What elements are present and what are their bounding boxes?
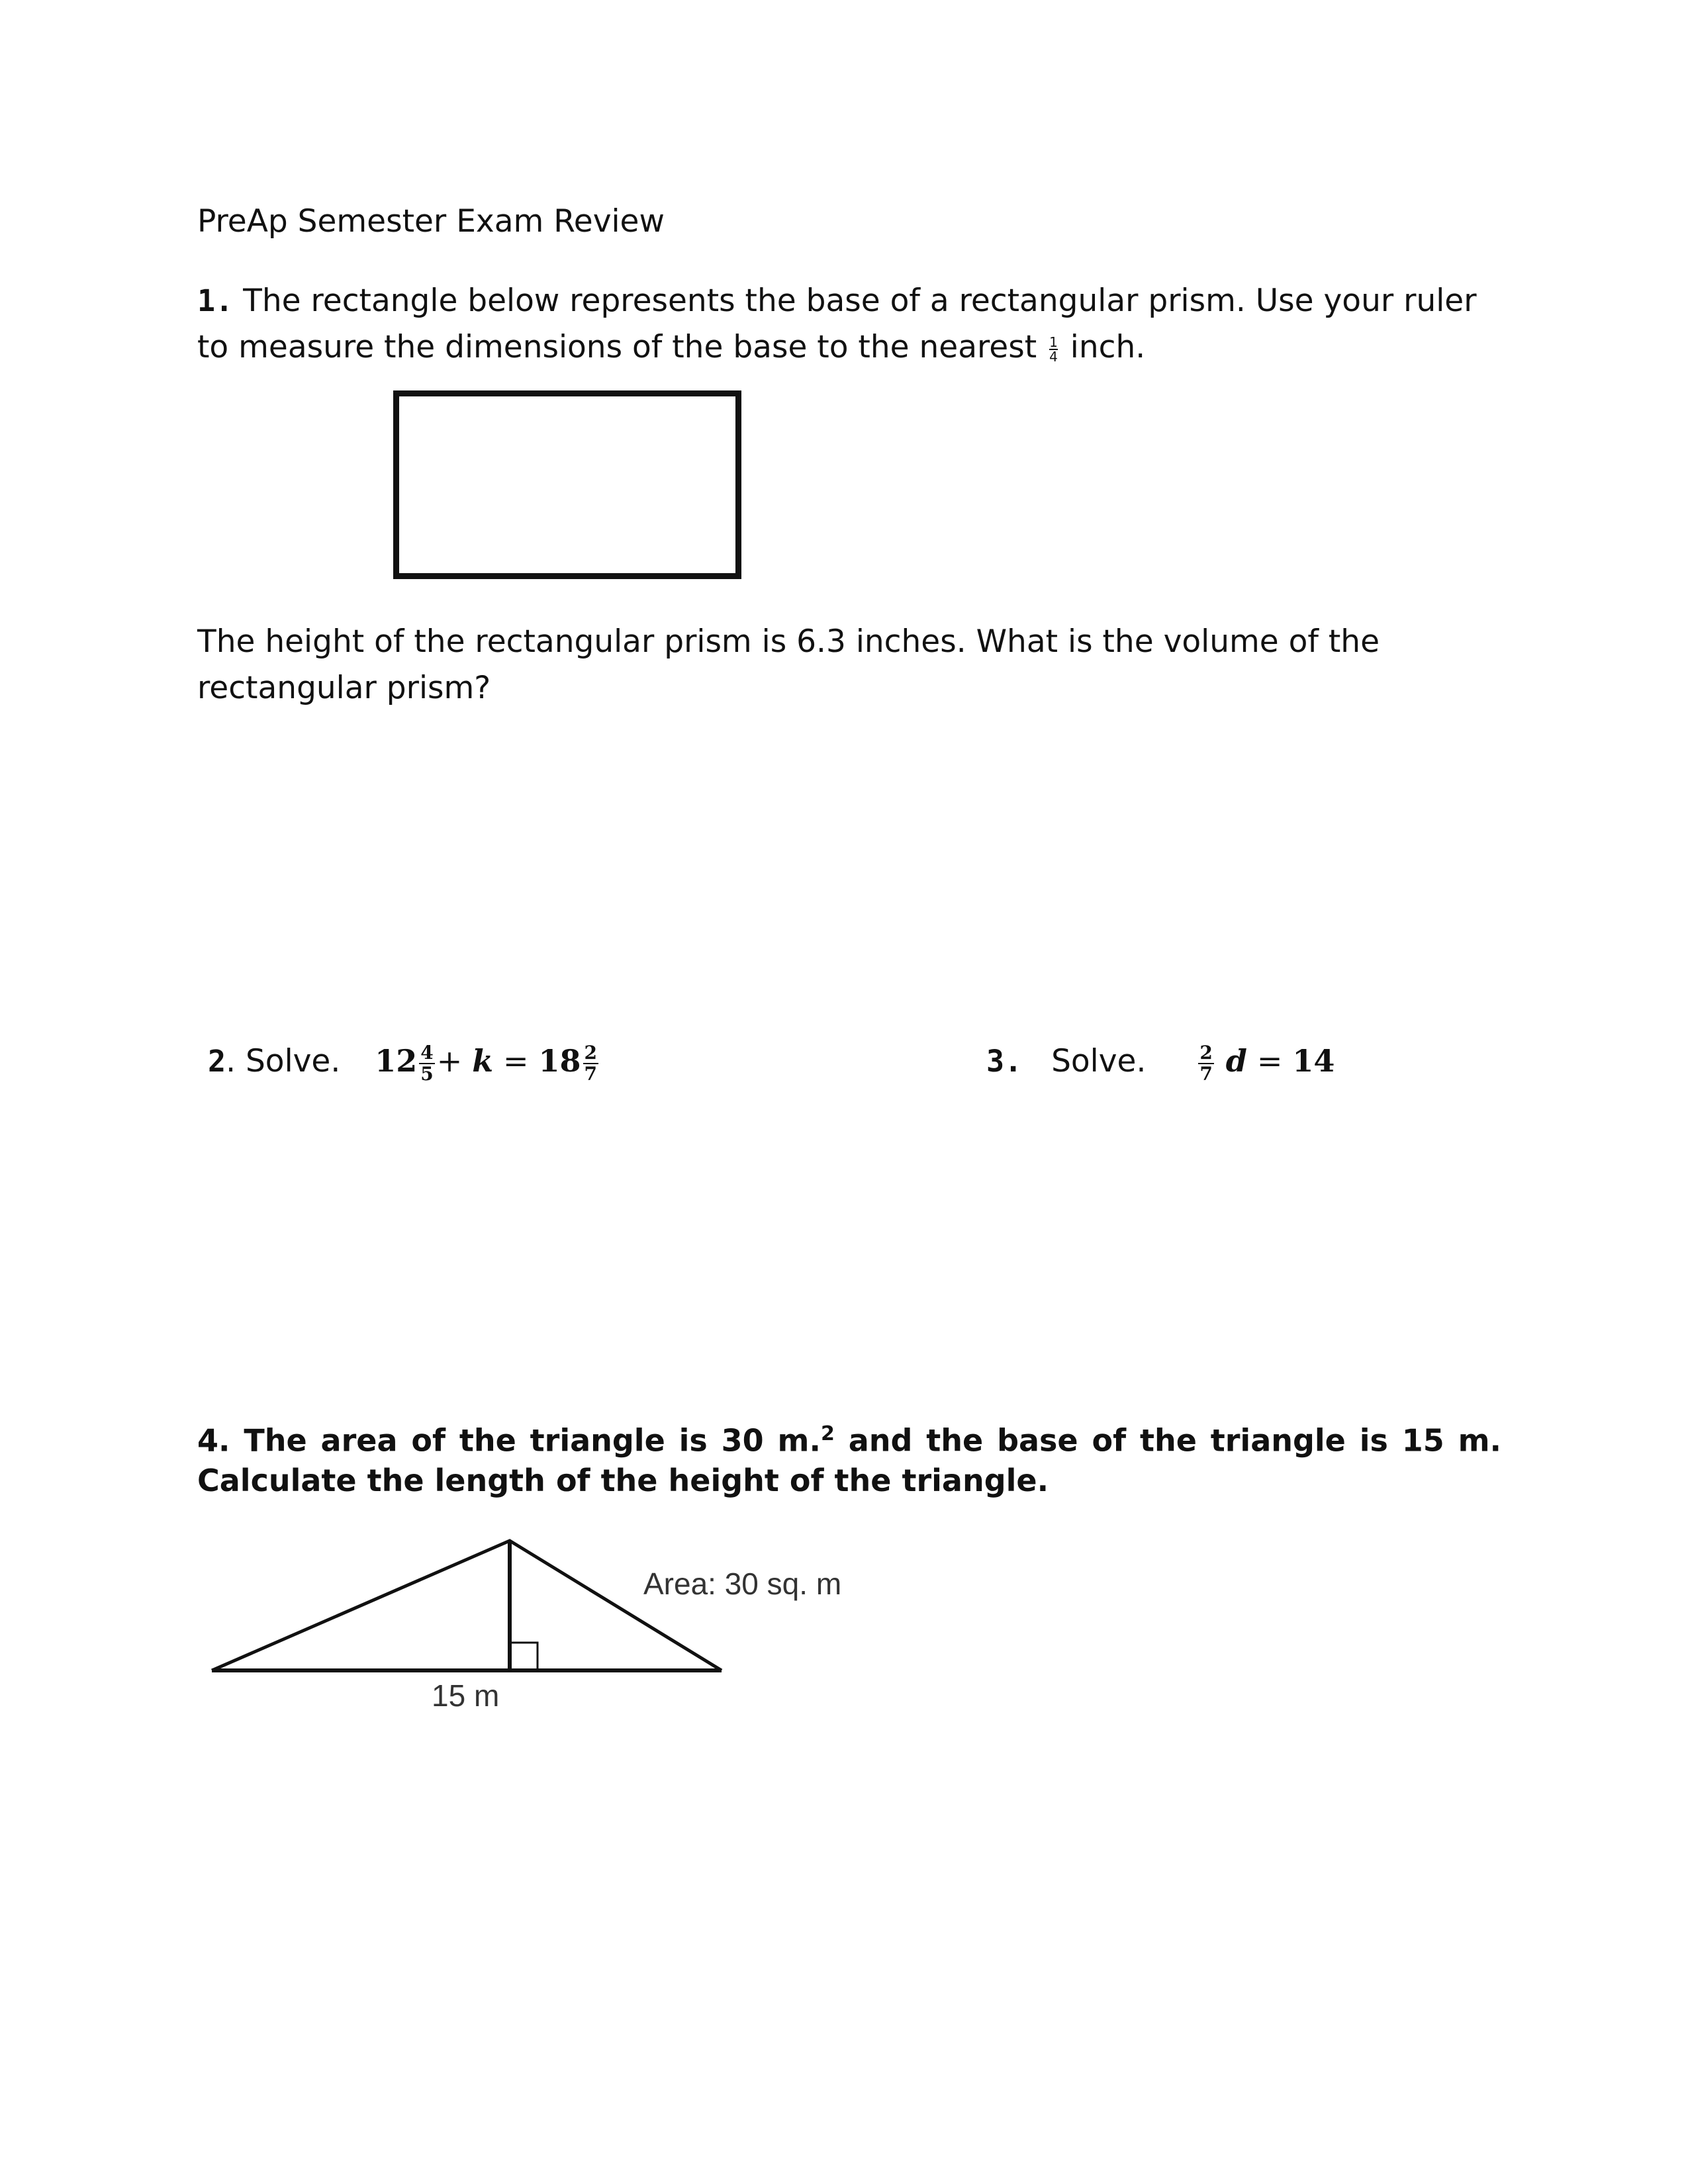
equals-sign: = — [503, 1043, 529, 1079]
question-2-number: 2 — [208, 1044, 226, 1079]
question-1-height-line-1: The height of the rectangular prism is 6.3 inches. What is the volume of the — [197, 623, 1380, 660]
question-1-text-1: The rectangle below represents the base of a rectangular prism. Use your ruler — [243, 283, 1477, 319]
fraction-2-7: $\frac{2}{7}$ — [584, 1041, 598, 1085]
triangle-outline — [212, 1541, 722, 1670]
question-4-line-1 — [197, 1411, 1501, 1463]
question-1-number: 1. — [197, 283, 234, 318]
plus-sign: + — [436, 1043, 463, 1079]
right-hand-side: 14 — [1292, 1043, 1335, 1079]
quarter-fraction: $\frac{1}{4}$ — [1049, 334, 1058, 365]
question-2-label: . Solve. — [226, 1043, 341, 1079]
question-3 — [986, 1038, 1335, 1085]
question-1-line-2 — [197, 324, 1145, 371]
question-1-text-3: inch. — [1070, 329, 1146, 365]
area-label: Area: 30 sq. m — [643, 1567, 842, 1601]
equals-sign: = — [1256, 1043, 1283, 1079]
variable-k: k — [472, 1043, 494, 1079]
question-3-label: Solve. — [1051, 1043, 1147, 1079]
question-4-number: 4. — [197, 1422, 230, 1459]
question-3-number: 3. — [986, 1044, 1023, 1079]
prism-base-rectangle — [393, 390, 741, 579]
right-angle-marker — [510, 1643, 538, 1670]
fraction-4-5: $\frac{4}{5}$ — [420, 1041, 434, 1085]
fraction-2-7: $\frac{2}{7}$ — [1199, 1041, 1213, 1085]
page-title: PreAp Semester Exam Review — [197, 203, 665, 240]
question-2 — [208, 1038, 600, 1085]
mixed-number-whole-1: 12 — [375, 1043, 418, 1079]
triangle-figure — [205, 1522, 748, 1694]
question-4-text-2: and the base of the triangle is 15 m. — [848, 1422, 1502, 1459]
question-1-height-line-2: rectangular prism? — [197, 670, 491, 706]
question-4-line-2: Calculate the length of the height of the triangle. — [197, 1463, 1049, 1498]
mixed-number-whole-2: 18 — [538, 1043, 581, 1079]
squared-superscript: 2 — [820, 1422, 835, 1445]
question-1-text-2: to measure the dimensions of the base to the nearest — [197, 329, 1037, 365]
question-4-text-1: The area of the triangle is 30 m. — [244, 1422, 821, 1459]
base-label: 15 m — [432, 1678, 500, 1713]
variable-d: d — [1225, 1043, 1247, 1079]
question-1-line-1 — [197, 278, 1477, 324]
